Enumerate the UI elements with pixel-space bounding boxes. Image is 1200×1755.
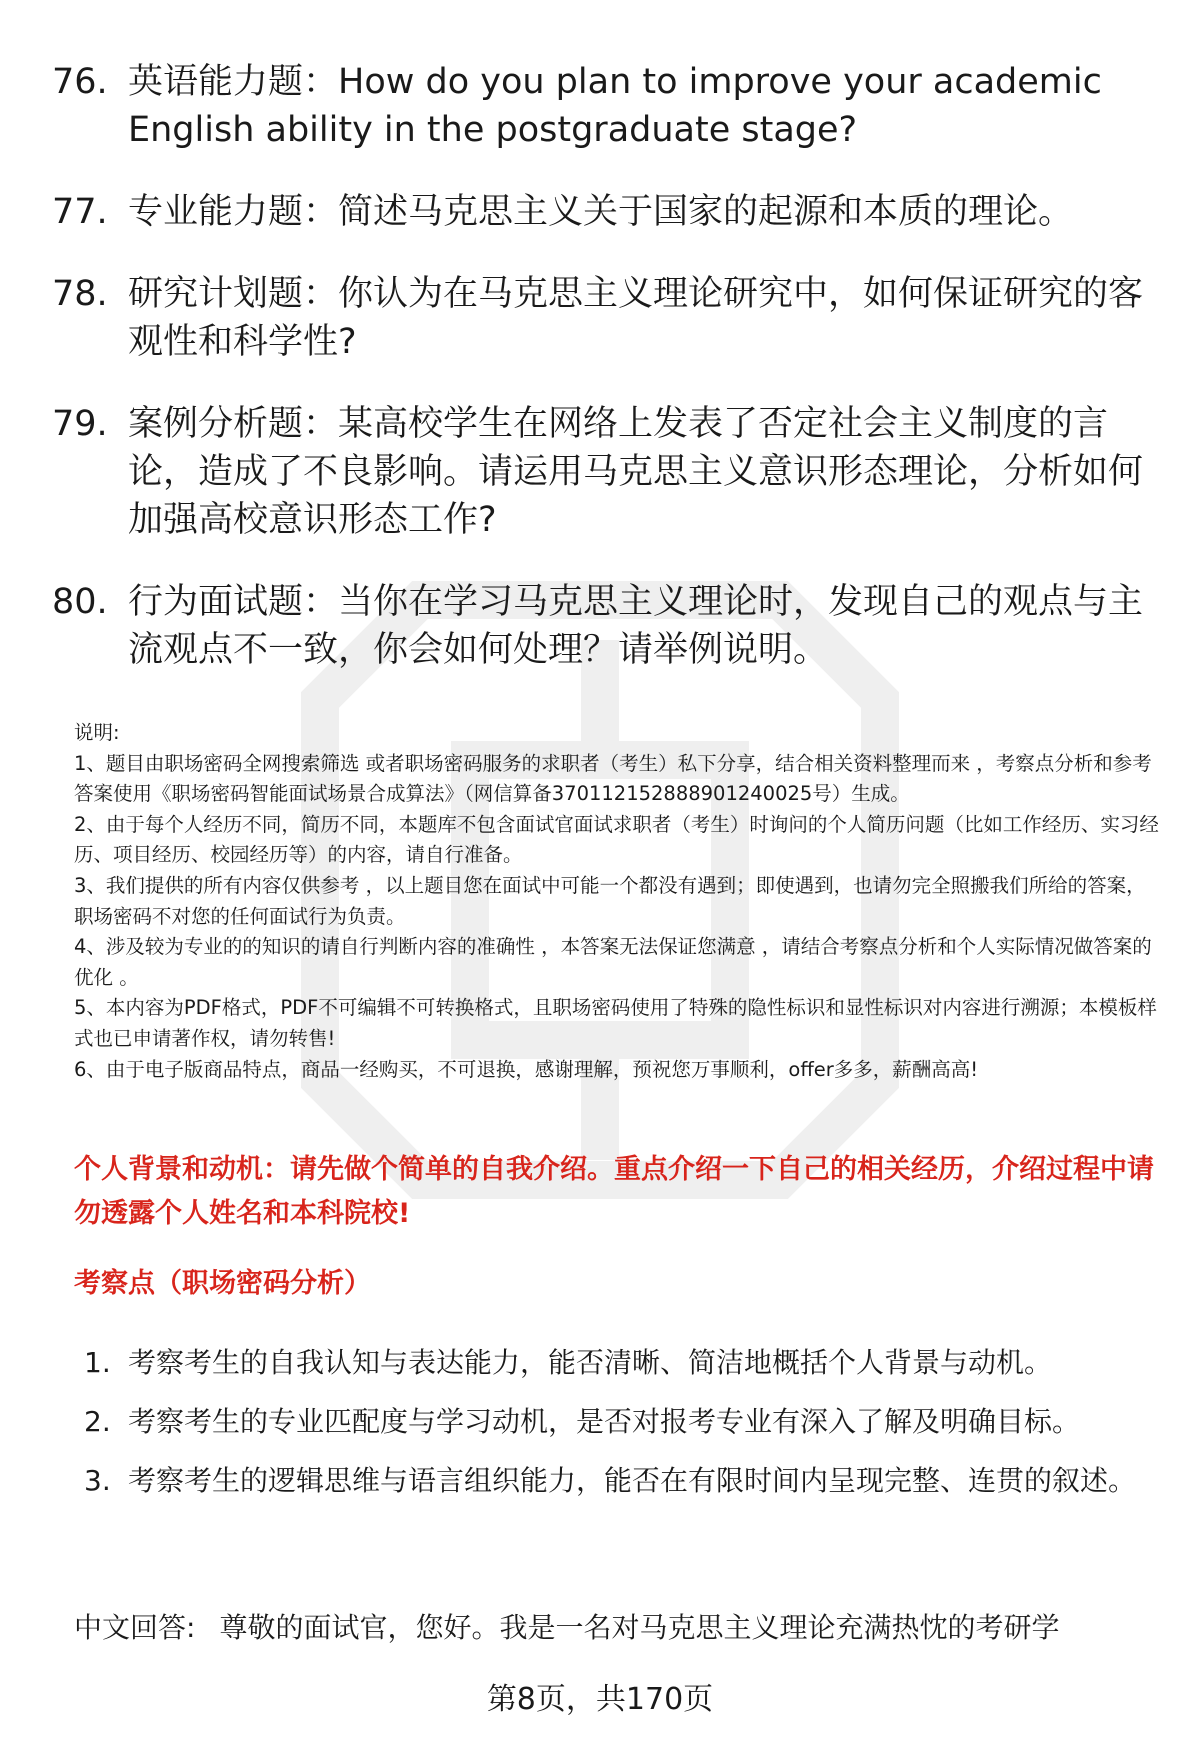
exam-point-number: 1. xyxy=(84,1346,111,1379)
question-item xyxy=(52,58,1152,154)
question-number: 77. xyxy=(52,192,108,232)
exam-point-number: 3. xyxy=(84,1464,111,1497)
question-item xyxy=(52,400,1152,544)
question-text: 案例分析题：某高校学生在网络上发表了否定社会主义制度的言论，造成了不良影响。请运用马克思主义意识形态理论，分析如何加强高校意识形态工作? xyxy=(128,404,1144,540)
page-footer: 第8页，共170页 xyxy=(486,1682,714,1717)
question-number: 79. xyxy=(52,404,108,444)
exam-points-list xyxy=(84,1333,1164,1510)
question-number: 76. xyxy=(52,62,108,102)
question-text: 英语能力题：How do you plan to improve your academic English ability in the postgraduate stage? xyxy=(128,62,1102,150)
answer-text: 尊敬的面试官，您好。我是一名对马克思主义理论充满热忱的考研学 xyxy=(219,1611,1060,1644)
exam-point-text: 考察考生的专业匹配度与学习动机，是否对报考专业有深入了解及明确目标。 xyxy=(128,1405,1081,1438)
exam-point-text: 考察考生的自我认知与表达能力，能否清晰、简洁地概括个人背景与动机。 xyxy=(128,1346,1053,1379)
exam-point-text: 考察考生的逻辑思维与语言组织能力，能否在有限时间内呈现完整、连贯的叙述。 xyxy=(128,1464,1137,1497)
notes-section xyxy=(74,718,1164,1085)
question-number: 78. xyxy=(52,274,108,314)
question-item xyxy=(52,578,1152,674)
question-list xyxy=(52,58,1152,708)
question-text: 研究计划题：你认为在马克思主义理论研究中，如何保证研究的客观性和科学性? xyxy=(128,274,1144,362)
exam-point-item xyxy=(84,1451,1164,1510)
note-item: 6、由于电子版商品特点，商品一经购买，不可退换，感谢理解，预祝您万事顺利，offer多多，薪酬高高! xyxy=(74,1057,979,1081)
background-question-heading: 个人背景和动机：请先做个简单的自我介绍。重点介绍一下自己的相关经历，介绍过程中请勿透露个人姓名和本科院校! xyxy=(74,1154,1154,1229)
note-item: 4、涉及较为专业的的知识的请自行判断内容的准确性 ，本答案无法保证您满意 ，请结合考察点分析和个人实际情况做答案的优化 。 xyxy=(74,935,1152,989)
question-item xyxy=(52,270,1152,366)
notes-title: 说明: xyxy=(74,721,120,744)
question-text: 行为面试题：当你在学习马克思主义理论时，发现自己的观点与主流观点不一致，你会如何处理？请举例说明。 xyxy=(128,582,1144,670)
note-item: 5、本内容为PDF格式，PDF不可编辑不可转换格式，且职场密码使用了特殊的隐性标识和显性标识对内容进行溯源；本模板样式也已申请著作权，请勿转售! xyxy=(74,996,1157,1050)
answer-paragraph xyxy=(74,1604,1059,1652)
question-number: 80. xyxy=(52,582,108,622)
note-item: 2、由于每个人经历不同，简历不同，本题库不包含面试官面试求职者（考生）时询问的个人简历问题（比如工作经历、实习经历、项目经历、校园经历等）的内容，请自行准备。 xyxy=(74,812,1159,867)
exam-point-item xyxy=(84,1333,1164,1392)
answer-label: 中文回答: xyxy=(74,1611,196,1644)
question-item xyxy=(52,188,1152,236)
note-item: 1、题目由职场密码全网搜索筛选 或者职场密码服务的求职者（考生）私下分享，结合相关资料整理而来 ，考察点分析和参考答案使用《职场密码智能面试场景合成算法》（网信算备370112152888901240025号）生成。 xyxy=(74,751,1152,806)
exam-point-item xyxy=(84,1392,1164,1451)
exam-points-heading: 考察点（职场密码分析） xyxy=(74,1268,371,1299)
question-text: 专业能力题：简述马克思主义关于国家的起源和本质的理论。 xyxy=(128,192,1074,232)
note-item: 3、我们提供的所有内容仅供参考 ，以上题目您在面试中可能一个都没有遇到；即使遇到，也请勿完全照搬我们所给的答案，职场密码不对您的任何面试行为负责。 xyxy=(74,873,1146,928)
exam-point-number: 2. xyxy=(84,1405,111,1438)
